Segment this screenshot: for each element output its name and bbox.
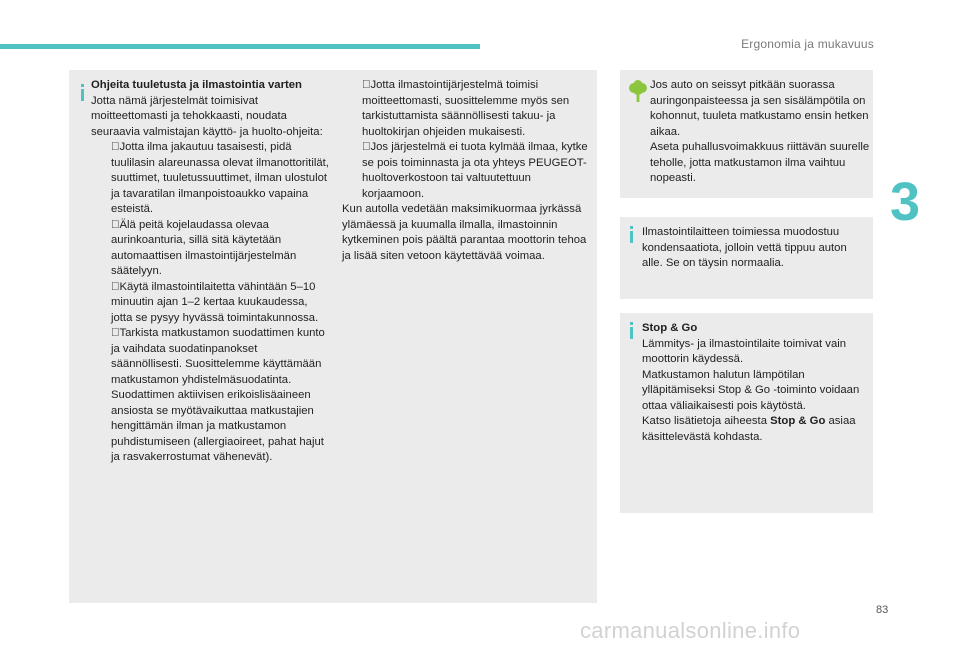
- stop-go-line: Matkustamon halutun lämpötilan ylläpitämiseksi Stop & Go -toiminto voidaan ottaa väliaikaisesti pois käytöstä.: [642, 368, 860, 412]
- stop-go-ref: Stop & Go: [770, 415, 826, 427]
- eco-tip-box: [620, 70, 873, 198]
- stop-go-text: [642, 321, 872, 445]
- tips-intro: Jotta nämä järjestelmät toimisivat moitteettomasti ja tehokkaasti, noudata seuraavia valmistajan käyttö- ja huolto-ohjeita:: [91, 94, 323, 138]
- tips-column-right: [342, 78, 590, 264]
- tip-item: Jotta ilma jakautuu tasaisesti, pidä tuulilasin alareunassa olevat ilmanottoritilät, suuttimet, tuuletussuuttimet, ilman ulostulot ja tavaratilan ilmanpoistoaukko vapaina esteistä.: [111, 141, 329, 215]
- watermark: carmanualsonline.info: [580, 618, 801, 643]
- tip-item: Älä peitä kojelaudassa olevaa aurinkoanturia, sillä sitä käytetään automaattisen ilmastointijärjestelmän säätelyyn.: [111, 218, 297, 277]
- tips-column-left: [91, 78, 329, 466]
- header-accent-bar: [0, 44, 480, 49]
- stop-go-heading: Stop & Go: [642, 322, 698, 334]
- tips-closing: Kun autolla vedetään maksimikuormaa jyrkässä ylämäessä ja kuumalla ilmalla, ilmastoinnin kytkeminen pois päältä parantaa moottorin tehoa ja lisää siten vetoon käytettävää voimaa.: [342, 203, 587, 262]
- stop-go-line: Katso lisätietoja aiheesta Stop & Go asiaa käsittelevästä kohdasta.: [642, 415, 856, 443]
- page-number: 83: [876, 604, 889, 616]
- stop-go-line: Lämmitys- ja ilmastointilaite toimivat vain moottorin käydessä.: [642, 337, 847, 365]
- tip-item: Jos järjestelmä ei tuota kylmää ilmaa, kytke se pois toiminnasta ja ota yhteys PEUGEOT-huoltoverkostoon tai valtuutettuun korjaamoon.: [362, 141, 588, 200]
- eco-tip-text: [650, 78, 870, 187]
- section-title: Ergonomia ja mukavuus: [741, 37, 874, 51]
- eco-tip-line: Aseta puhallusvoimakkuus riittävän suurelle teholle, jotta matkustamon ilma vaihtuu nopeasti.: [650, 141, 870, 184]
- condensation-paragraph: Ilmastointilaitteen toimiessa muodostuu kondensaatiota, jolloin vettä tippuu auton alle. Se on täysin normaalia.: [642, 226, 847, 269]
- info-icon: [626, 226, 636, 243]
- condensation-info-box: [620, 217, 873, 299]
- stop-go-info-box: [620, 313, 873, 513]
- tree-icon: [628, 80, 648, 102]
- tip-item: Jotta ilmastointijärjestelmä toimisi moitteettomasti, suosittelemme myös sen tarkistuttamista säännöllisesti takuu- ja huoltokirjan ohjeiden mukaisesti.: [362, 79, 570, 138]
- ventilation-tips-box: [69, 70, 597, 603]
- eco-tip-line: Jos auto on seissyt pitkään suorassa auringonpaisteessa ja sen sisälämpötila on kohonnut, tuuleta matkustamo ensin hetken aikaa.: [650, 79, 869, 138]
- info-icon: [77, 84, 87, 101]
- info-icon: [626, 322, 636, 339]
- tips-heading: Ohjeita tuuletusta ja ilmastointia varten: [91, 79, 302, 91]
- tip-item: Käytä ilmastointilaitetta vähintään 5–10 minuutin ajan 1–2 kertaa kuukaudessa, jotta se pysyy hyvässä toimintakunnossa.: [111, 280, 319, 324]
- tip-item: Tarkista matkustamon suodattimen kunto ja vaihdata suodatinpanokset säännöllisesti. Suosittelemme käyttämään matkustamon yhdistelmäsuodatinta. Suodattimen aktiivisen erikoislisäaineen ansiosta se myötävaikuttaa matkustajien hengittämän ilman ja matkustamon puhdistumiseen (allergiaoireet, pahat hajut ja rasvakerrostumat vähenevät).: [111, 327, 325, 463]
- condensation-text: [642, 225, 870, 272]
- chapter-number: 3: [890, 172, 921, 232]
